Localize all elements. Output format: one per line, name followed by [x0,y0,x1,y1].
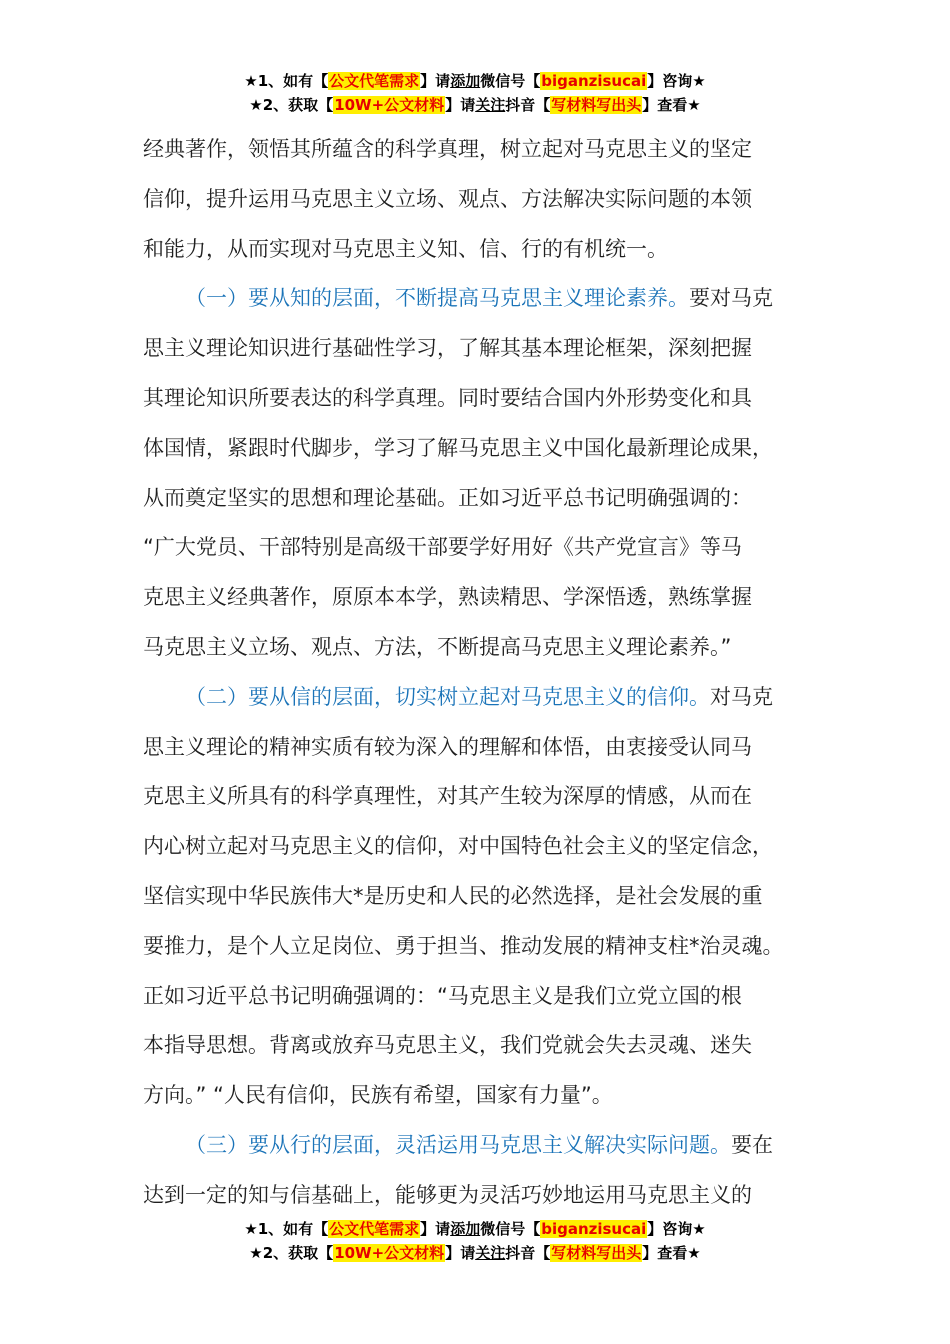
section-heading: （一）要从知的层面，不断提高马克思主义理论素养。 [185,286,689,311]
body-text: 要对马克 [689,286,773,311]
promo-text: ★1、如有【 [244,1220,329,1238]
promo-text: 】请 [420,1220,451,1238]
section-heading-line [143,673,823,723]
section-heading-line [143,274,823,324]
body-line: 克思主义经典著作，原原本本学，熟读精思、学深悟透，熟练掌握 [143,585,752,610]
promo-line-2 [0,93,950,117]
body-line: 要推力，是个人立足岗位、勇于担当、推动发展的精神支柱*治灵魂。 [143,933,784,958]
body-line: 正如习近平总书记明确强调的：“马克思主义是我们立党立国的根 [143,983,742,1008]
promo-text: 】咨询★ [647,1220,706,1238]
highlight-text: 10W+公文材料 [334,1244,445,1262]
body-line: 和能力，从而实现对马克思主义知、信、行的有机统一。 [143,236,668,261]
promo-banner-bottom [0,1217,950,1265]
document-body [143,125,823,1221]
promo-line-2 [0,1241,950,1265]
body-line: “广大党员、干部特别是高级干部要学好用好《共产党宣言》等马 [143,535,742,560]
body-line: 从而奠定坚实的思想和理论基础。正如习近平总书记明确强调的： [143,485,752,510]
body-line: 信仰，提升运用马克思主义立场、观点、方法解决实际问题的本领 [143,186,752,211]
body-line: 坚信实现中华民族伟大*是历史和人民的必然选择，是社会发展的重 [143,883,763,908]
section-heading: （二）要从信的层面，切实树立起对马克思主义的信仰。 [185,684,710,709]
underlined-text: 关注 [475,96,506,114]
promo-line-1 [0,69,950,93]
body-line: 经典著作，领悟其所蕴含的科学真理，树立起对马克思主义的坚定 [143,137,752,161]
promo-line-1 [0,1217,950,1241]
section-heading: （三）要从行的层面，灵活运用马克思主义解决实际问题。 [185,1132,731,1157]
highlight-text: biganzisucai [541,1220,647,1238]
promo-text: ★2、获取【 [249,1244,334,1262]
promo-text: 抖音【 [505,1244,551,1262]
body-line: 思主义理论的精神实质有较为深入的理解和体悟，由衷接受认同马 [143,734,752,759]
highlight-text: 写材料写出头 [551,96,642,114]
promo-text: ★2、获取【 [249,96,334,114]
body-line: 其理论知识所要表达的科学真理。同时要结合国内外形势变化和具 [143,385,752,410]
underlined-text: 添加 [450,1220,481,1238]
promo-text: 】咨询★ [647,72,706,90]
body-line: 体国情，紧跟时代脚步，学习了解马克思主义中国化最新理论成果， [143,435,773,460]
body-line: 达到一定的知与信基础上，能够更为灵活巧妙地运用马克思主义的 [143,1182,752,1207]
body-text: 要在 [731,1132,773,1157]
body-line: 思主义理论知识进行基础性学习，了解其基本理论框架，深刻把握 [143,336,752,361]
underlined-text: 添加 [450,72,481,90]
highlight-text: biganzisucai [541,72,647,90]
promo-text: 】请 [420,72,451,90]
body-text: 对马克 [710,684,773,709]
promo-text: 】查看★ [642,96,701,114]
highlight-text: 10W+公文材料 [334,96,445,114]
highlight-text: 写材料写出头 [551,1244,642,1262]
promo-text: 】查看★ [642,1244,701,1262]
section-heading-line [143,1121,823,1171]
body-line: 克思主义所具有的科学真理性，对其产生较为深厚的情感，从而在 [143,784,752,809]
promo-banner-top [0,69,950,117]
highlight-text: 公文代笔需求 [329,1220,420,1238]
promo-text: 】请 [445,1244,476,1262]
body-line: 本指导思想。背离或放弃马克思主义，我们党就会失去灵魂、迷失 [143,1033,752,1058]
promo-text: 微信号【 [480,72,541,90]
promo-text: 抖音【 [505,96,551,114]
body-line: 方向。” “人民有信仰，民族有希望，国家有力量”。 [143,1083,613,1108]
promo-text: ★1、如有【 [244,72,329,90]
body-line: 内心树立起对马克思主义的信仰，对中国特色社会主义的坚定信念， [143,834,773,859]
highlight-text: 公文代笔需求 [329,72,420,90]
body-line: 马克思主义立场、观点、方法，不断提高马克思主义理论素养。” [143,634,732,659]
promo-text: 】请 [445,96,476,114]
underlined-text: 关注 [475,1244,506,1262]
promo-text: 微信号【 [480,1220,541,1238]
